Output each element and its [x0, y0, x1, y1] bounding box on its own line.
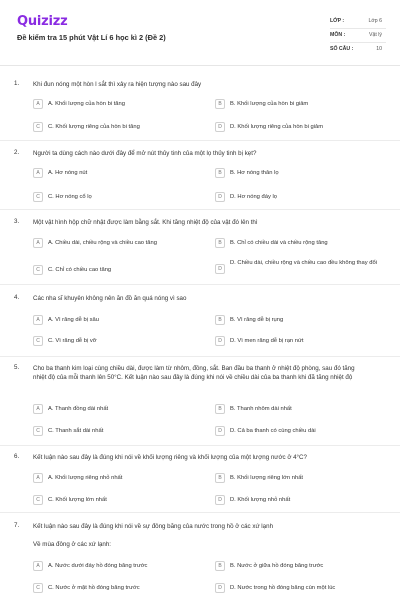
question-text: Khi đun nóng một hòn l sắt thì xảy ra hiện tượng nào sau đây — [33, 81, 202, 88]
option-text: C. Vì răng dễ bị vỡ — [48, 338, 97, 344]
option-letter-box: B — [215, 473, 225, 483]
option-letter-box: D — [215, 264, 225, 274]
option-letter-box: D — [215, 122, 225, 132]
option-text: C. Hơ nóng cổ lọ — [48, 194, 92, 200]
option-text: C. Khối lượng riêng của hòn bi tăng — [48, 124, 140, 130]
meta-label: MÔN : — [330, 32, 346, 38]
option-text: B. Khối lượng riêng lớn nhất — [230, 475, 304, 481]
option-letter-box: B — [215, 315, 225, 325]
question-number: 2. — [14, 149, 20, 156]
option-letter-box: A — [33, 561, 43, 571]
question-text: Người ta dùng cách nào dưới đây để mở nút thủy tinh của một lọ thủy tinh bị kẹt? — [33, 150, 257, 157]
option-text: C. Thanh sắt dài nhất — [48, 428, 104, 434]
option-letter-box: A — [33, 168, 43, 178]
option-letter-box: D — [215, 336, 225, 346]
option-text: C. Chỉ có chiều cao tăng — [48, 267, 112, 273]
meta-label: SỐ CÂU : — [330, 46, 354, 52]
question-number: 5. — [14, 364, 20, 371]
option-letter-box: A — [33, 315, 43, 325]
meta-row-count — [330, 43, 386, 57]
option-letter-box: C — [33, 265, 43, 275]
option-letter-box: C — [33, 336, 43, 346]
question-subtext: Về mùa đông ở các xứ lạnh: — [33, 541, 112, 548]
option-text: D. Khối lượng nhỏ nhất — [230, 497, 291, 503]
question-divider — [0, 356, 400, 357]
option-text: A. Hơ nóng nút — [48, 170, 88, 176]
option-text: C. Nước ở mặt hồ đóng băng trước — [48, 585, 140, 591]
question-text: Cho ba thanh kim loại cùng chiều dài, được làm từ nhôm, đồng, sắt. Ban đầu ba thanh ở nhiệt độ phòng, sau đó tăng nhiệt độ của mỗi thanh lên 50°C. Kết luận nào sau đây là đúng khi nói về chiều dài của ba thanh khi đã tăng nhiệt độ — [33, 365, 355, 381]
option-letter-box: A — [33, 99, 43, 109]
meta-value: 10 — [376, 46, 382, 52]
question-number: 4. — [14, 294, 20, 301]
option-letter-box: A — [33, 473, 43, 483]
option-letter-box: D — [215, 583, 225, 593]
option-text: A. Khối lượng của hòn bi tăng — [48, 101, 125, 107]
option-text: A. Vì răng dễ bị sâu — [48, 317, 99, 323]
quiz-title: Đề kiểm tra 15 phút Vật Lí 6 học kì 2 (Đề 2) — [17, 33, 166, 42]
question-divider — [0, 445, 400, 446]
option-letter-box: B — [215, 99, 225, 109]
option-text: D. Nước trong hồ đóng băng cùn một lúc — [230, 585, 336, 591]
option-letter-box: C — [33, 192, 43, 202]
option-text: B. Nước ở giữa hồ đóng băng trước — [230, 563, 324, 569]
option-letter-box: D — [215, 426, 225, 436]
option-letter-box: C — [33, 495, 43, 505]
option-text: A. Chiều dài, chiều rộng và chiều cao tăng — [48, 240, 157, 246]
question-number: 3. — [14, 218, 20, 225]
option-letter-box: B — [215, 168, 225, 178]
option-text: B. Thanh nhôm dài nhất — [230, 406, 292, 412]
option-text: C. Khối lượng lớn nhất — [48, 497, 107, 503]
option-letter-box: B — [215, 238, 225, 248]
question-divider — [0, 512, 400, 513]
question-divider — [0, 209, 400, 210]
option-text: B. Hơ nóng thân lọ — [230, 170, 279, 176]
question-divider — [0, 140, 400, 141]
option-letter-box: D — [215, 495, 225, 505]
question-divider — [0, 284, 400, 285]
question-text: Kết luận nào sau đây là đúng khi nói về khối lượng riêng và khối lượng của một lượng nước ở 4°C? — [33, 454, 307, 461]
question-number: 7. — [14, 522, 20, 529]
meta-table — [330, 15, 386, 57]
option-text: D. Hơ nóng đáy lọ — [230, 194, 277, 200]
option-letter-box: C — [33, 122, 43, 132]
option-letter-box: B — [215, 561, 225, 571]
option-text: D. Cả ba thanh có cùng chiều dài — [230, 428, 316, 434]
option-text: D. Vì men răng dễ bị rạn nứt — [230, 338, 304, 344]
option-text: A. Thanh đồng dài nhất — [48, 406, 109, 412]
option-text: D. Khối lượng riêng của hòn bi giảm — [230, 124, 324, 130]
question-text: Các nha sĩ khuyên không nên ăn đồ ăn quá nóng vì sao — [33, 295, 187, 302]
meta-label: LỚP : — [330, 18, 345, 24]
option-letter-box: D — [215, 192, 225, 202]
option-letter-box: A — [33, 404, 43, 414]
option-text: B. Vì răng dễ bị rụng — [230, 317, 284, 323]
option-letter-box: C — [33, 583, 43, 593]
question-number: 6. — [14, 453, 20, 460]
option-text: B. Chỉ có chiều dài và chiều rộng tăng — [230, 240, 328, 246]
option-text: A. Nước dưới đáy hồ đóng băng trước — [48, 563, 148, 569]
question-number: 1. — [14, 80, 20, 87]
option-letter-box: A — [33, 238, 43, 248]
meta-row-class — [330, 15, 386, 29]
option-letter-box: C — [33, 426, 43, 436]
option-letter-box: B — [215, 404, 225, 414]
meta-value: Vật lý — [369, 32, 382, 38]
meta-row-subject — [330, 29, 386, 43]
quizizz-logo: Quizizz — [17, 14, 68, 29]
option-text: A. Khối lượng riêng nhỏ nhất — [48, 475, 123, 481]
worksheet-header — [0, 0, 400, 66]
option-text: B. Khối lượng của hòn bi giảm — [230, 101, 309, 107]
question-text: Kết luận nào sau đây là đúng khi nói về sự đông băng của nước trong hồ ở các xứ lạnh — [33, 523, 274, 530]
meta-value: Lớp 6 — [368, 18, 382, 24]
question-text: Một vật hình hộp chữ nhật được làm bằng sắt. Khi tăng nhiệt độ của vật đó lên thì — [33, 219, 258, 226]
option-text: D. Chiều dài, chiều rộng và chiều cao đều không thay đổi — [230, 260, 377, 266]
